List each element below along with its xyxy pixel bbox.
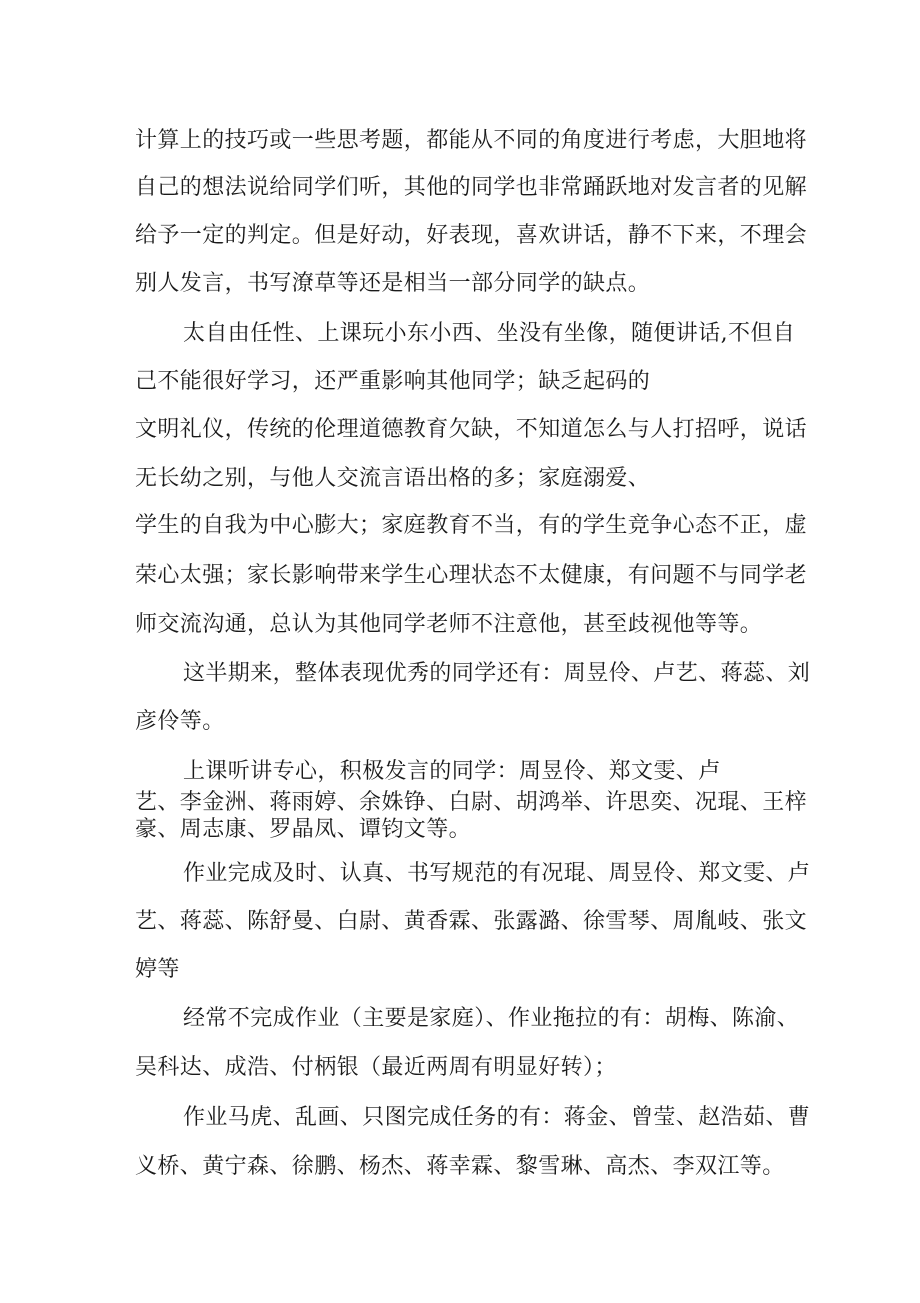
text-line: 计算上的技巧或一些思考题，都能从不同的角度进行考虑，大胆地将 xyxy=(135,128,808,153)
text-line: 义桥、黄宁森、徐鹏、杨杰、蒋幸霖、黎雪琳、高杰、李双江等。 xyxy=(135,1154,785,1179)
text-line: 师交流沟通，总认为其他同学老师不注意他，甚至歧视他等等。 xyxy=(135,612,763,637)
text-line: 太自由任性、上课玩小东小西、坐没有坐像，随便讲话,不但自 xyxy=(183,321,796,346)
text-line: 吴科达、成浩、付柄银（最近两周有明显好转）； xyxy=(135,1055,617,1080)
text-line: 经常不完成作业（主要是家庭）、作业拖拉的有：胡梅、陈渝、 xyxy=(183,1006,800,1031)
text-line: 自己的想法说给同学们听，其他的同学也非常踊跃地对发言者的见解 xyxy=(135,175,808,200)
text-line: 荣心太强；家长影响带来学生心理状态不太健康，有问题不与同学老 xyxy=(135,563,808,588)
text-line: 艺、李金洲、蒋雨婷、余姝铮、白尉、胡鸿举、许思奕、况琨、王梓 xyxy=(135,790,808,815)
text-line: 作业马虎、乱画、只图完成任务的有：蒋金、曾莹、赵浩茹、曹 xyxy=(183,1105,811,1130)
text-line: 这半期来，整体表现优秀的同学还有：周昱伶、卢艺、蒋蕊、刘 xyxy=(183,661,811,686)
text-line: 上课听讲专心，积极发言的同学：周昱伶、郑文雯、卢 xyxy=(183,759,721,784)
text-line: 作业完成及时、认真、书写规范的有况琨、周昱伶、郑文雯、卢 xyxy=(183,861,811,886)
text-line: 给予一定的判定。但是好动，好表现，喜欢讲话，静不下来，不理会 xyxy=(135,223,808,248)
text-line: 无长幼之别，与他人交流言语出格的多；家庭溺爱、 xyxy=(135,466,651,491)
text-line: 文明礼仪，传统的伦理道德教育欠缺，不知道怎么与人打招呼，说话 xyxy=(135,417,808,442)
text-line: 豪、周志康、罗晶凤、谭钧文等。 xyxy=(135,817,472,842)
text-line: 己不能很好学习，还严重影响其他同学；缺乏起码的 xyxy=(135,369,651,394)
text-line: 别人发言，书写潦草等还是相当一部分同学的缺点。 xyxy=(135,271,651,296)
text-line: 艺、蒋蕊、陈舒曼、白尉、黄香霖、张露潞、徐雪琴、周胤岐、张文 xyxy=(135,909,808,934)
text-line: 婷等 xyxy=(135,957,180,982)
text-line: 学生的自我为中心膨大；家庭教育不当，有的学生竞争心态不正，虚 xyxy=(135,513,808,538)
text-line: 彦伶等。 xyxy=(135,709,225,734)
